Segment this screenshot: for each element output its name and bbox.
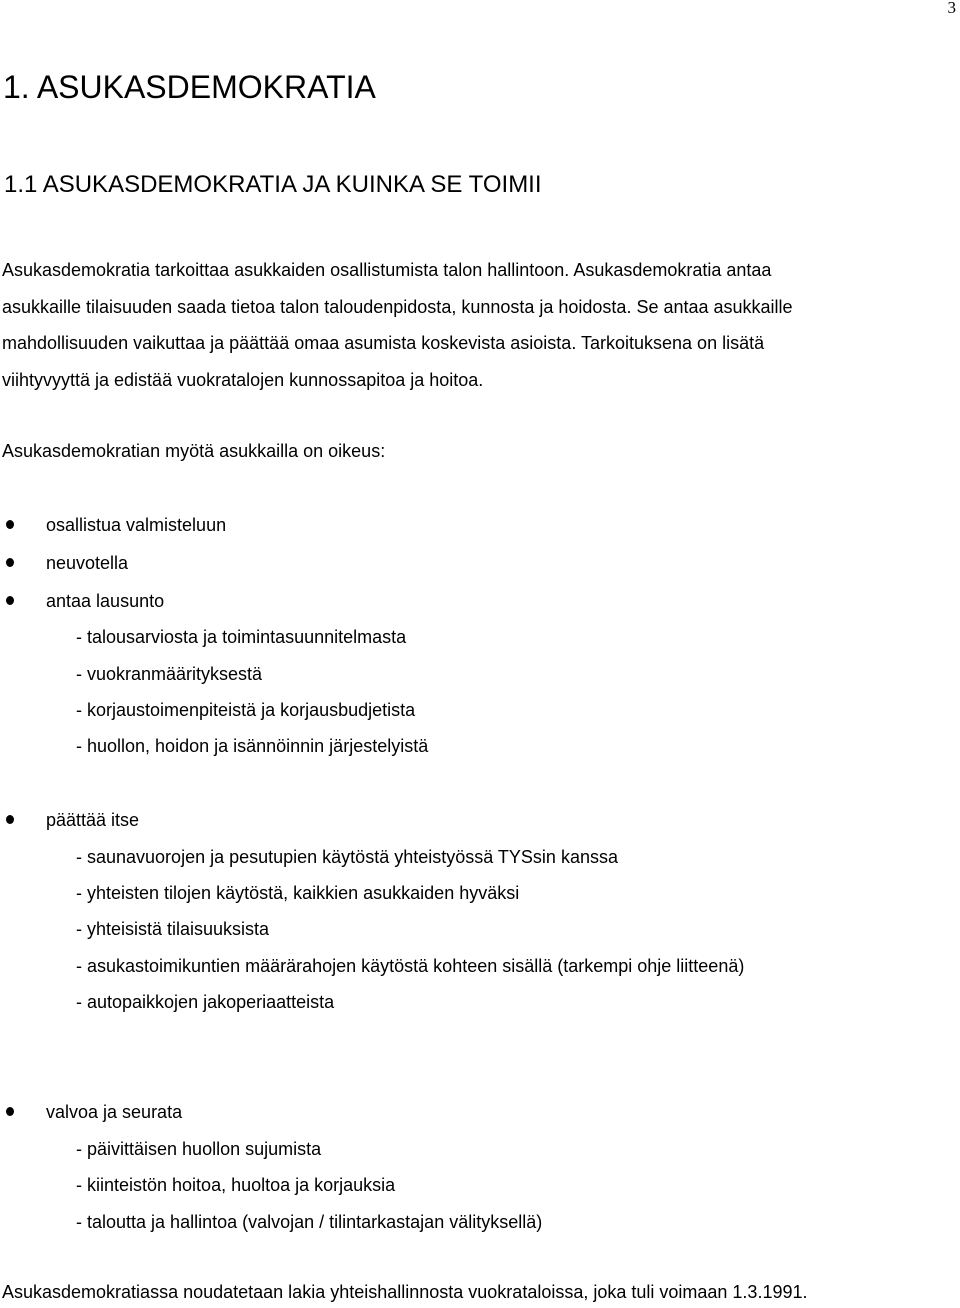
sub-item: - päivittäisen huollon sujumista: [76, 1139, 322, 1159]
section-heading: 1.1 ASUKASDEMOKRATIA JA KUINKA SE TOIMII: [4, 171, 542, 198]
sub-item: - taloutta ja hallintoa (valvojan / tilintarkastajan välityksellä): [76, 1212, 543, 1232]
bullet-label: neuvotella: [46, 553, 129, 573]
sub-item: - huollon, hoidon ja isännöinnin järjestelyistä: [76, 736, 429, 756]
sub-item: - autopaikkojen jakoperiaatteista: [76, 992, 335, 1012]
sub-item: - korjaustoimenpiteistä ja korjausbudjetista: [76, 700, 416, 720]
rights-intro: Asukasdemokratian myötä asukkailla on oikeus:: [2, 441, 386, 461]
sub-item: - yhteisistä tilaisuuksista: [76, 919, 270, 939]
intro-paragraph: [2, 252, 942, 398]
bullet-dot-icon: [6, 1107, 14, 1116]
page-number: 3: [947, 0, 956, 17]
intro-line: viihtyvyyttä ja edistää vuokratalojen kunnossapitoa ja hoitoa.: [2, 369, 484, 390]
sub-item: - asukastoimikuntien määrärahojen käytöstä kohteen sisällä (tarkempi ohje liitteenä): [76, 956, 745, 976]
sub-item: - kiinteistön hoitoa, huoltoa ja korjauksia: [76, 1175, 396, 1195]
bullet-label: valvoa ja seurata: [46, 1102, 183, 1122]
closing-paragraph: Asukasdemokratiassa noudatetaan lakia yhteishallinnosta vuokrataloissa, joka tuli voimaan 1.3.1991.: [2, 1282, 808, 1302]
sub-item: - vuokranmäärityksestä: [76, 664, 263, 684]
intro-line: mahdollisuuden vaikuttaa ja päättää omaa asumista koskevista asioista. Tarkoituksena on lisätä: [2, 333, 765, 353]
bullet-label: osallistua valmisteluun: [46, 515, 227, 535]
bullet-dot-icon: [6, 558, 14, 567]
sub-item: - yhteisten tilojen käytöstä, kaikkien asukkaiden hyväksi: [76, 883, 520, 903]
chapter-heading: 1. ASUKASDEMOKRATIA: [3, 69, 376, 105]
intro-line: asukkaille tilaisuuden saada tietoa talon taloudenpidosta, kunnosta ja hoidosta. Se antaa asukkaille: [2, 296, 793, 317]
sub-item: - talousarviosta ja toimintasuunnitelmasta: [76, 627, 407, 647]
bullet-label: päättää itse: [46, 810, 140, 830]
bullet-dot-icon: [6, 815, 14, 824]
bullet-dot-icon: [6, 520, 14, 529]
sub-item: - saunavuorojen ja pesutupien käytöstä yhteistyössä TYSsin kanssa: [76, 847, 618, 867]
bullet-label: antaa lausunto: [46, 591, 165, 611]
bullet-dot-icon: [6, 596, 14, 605]
intro-line: Asukasdemokratia tarkoittaa asukkaiden osallistumista talon hallintoon. Asukasdemokratia antaa: [2, 260, 772, 280]
